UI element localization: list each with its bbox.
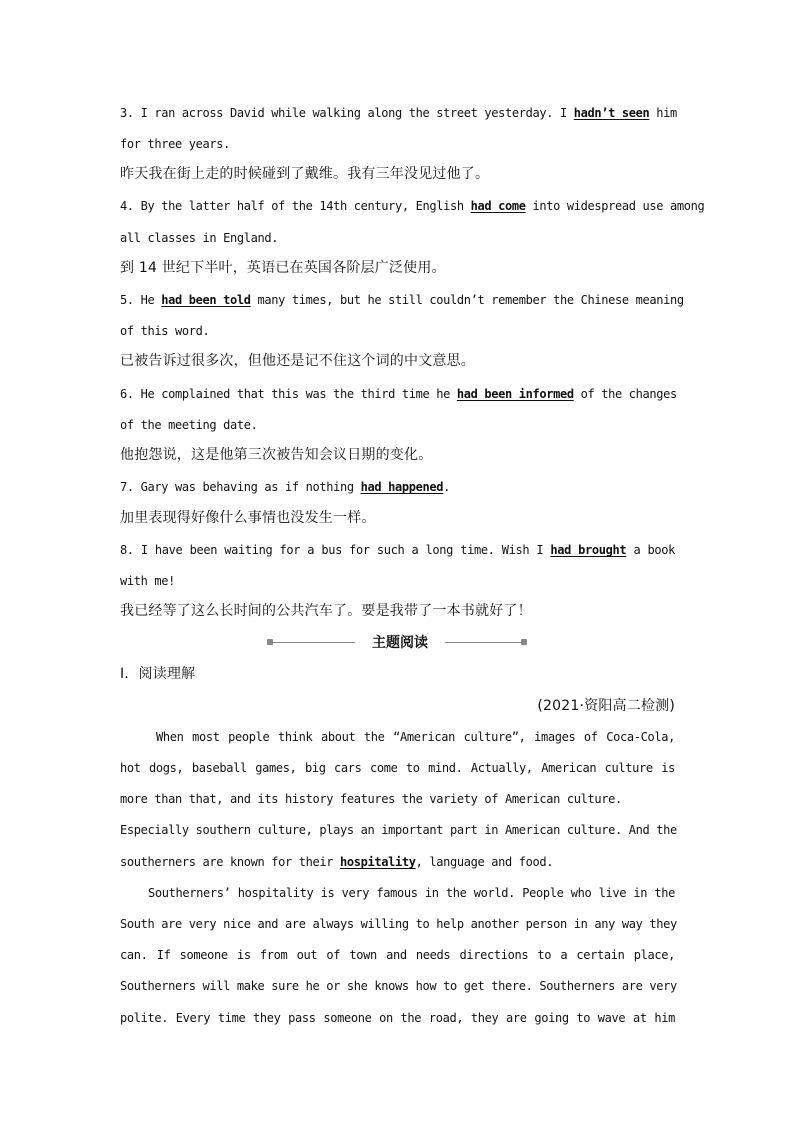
item-5-sentence-line2: of this word. — [120, 324, 210, 338]
item-3-sentence-line2: for three years. — [120, 137, 230, 151]
passage-line: more than that, and its history features the variety of American culture. — [120, 792, 622, 806]
item-7-translation: 加里表现得好像什么事情也没发生一样。 — [120, 510, 376, 526]
item-4-answer: had come — [470, 199, 526, 213]
item-8-translation: 我已经等了这么长时间的公共汽车了。要是我带了一本书就好了！ — [120, 603, 532, 619]
passage-line: Southerners will make sure he or she knows how to get there. Southerners are very — [120, 979, 677, 993]
item-7-sentence-line1: 7. Gary was behaving as if nothing had happened. — [120, 480, 450, 494]
item-5-sentence-line1: 5. He had been told many times, but he still couldn’t remember the Chinese meaning — [120, 293, 684, 307]
item-6-translation: 他抱怨说，这是他第三次被告知会议日期的变化。 — [120, 447, 433, 463]
hospitality-keyword: hospitality — [340, 855, 416, 869]
item-4-translation: 到 14 世纪下半叶，英语已在英国各阶层广泛使用。 — [120, 260, 446, 276]
passage-line: hot dogs, baseball games, big cars come to mind. Actually, American culture is — [120, 761, 675, 775]
section-title: 主题阅读 — [372, 635, 428, 651]
item-4-sentence-line1: 4. By the latter half of the 14th century, English had come into widespread use among — [120, 199, 705, 213]
source-label: (2021·资阳高二检测) — [537, 698, 675, 714]
divider-right-dot — [521, 639, 527, 645]
passage-line: Especially southern culture, plays an important part in American culture. And the — [120, 823, 677, 837]
passage-line: southerners are known for their hospitality, language and food. — [120, 855, 554, 869]
item-8-sentence-line1: 8. I have been waiting for a bus for such a long time. Wish I had brought a book — [120, 543, 675, 557]
item-5-answer: had been told — [161, 293, 251, 307]
passage-line: polite. Every time they pass someone on the road, they are going to wave at him — [120, 1011, 675, 1025]
item-8-answer: had brought — [550, 543, 627, 557]
section-title-divider — [0, 633, 794, 653]
item-7-answer: had happened — [360, 480, 444, 494]
item-5-translation: 已被告诉过很多次，但他还是记不住这个词的中文意思。 — [120, 353, 475, 369]
item-4-sentence-line2: all classes in England. — [120, 231, 279, 245]
part-heading: Ⅰ．阅读理解 — [120, 666, 196, 682]
item-8-sentence-line2: with me! — [120, 574, 175, 588]
divider-left-line — [273, 642, 355, 643]
item-6-answer: had been informed — [456, 387, 574, 401]
item-6-sentence-line1: 6. He complained that this was the third time he had been informed of the changes — [120, 387, 677, 401]
divider-right-line — [445, 642, 521, 643]
passage-line: When most people think about the “American culture”, images of Coca-Cola, — [156, 730, 675, 744]
item-3-translation: 昨天我在街上走的时候碰到了戴维。我有三年没见过他了。 — [120, 166, 490, 182]
item-6-sentence-line2: of the meeting date. — [120, 418, 258, 432]
passage-line: South are very nice and are always willing to help another person in any way they — [120, 917, 677, 931]
item-3-sentence-line1: 3. I ran across David while walking along the street yesterday. I hadn’t seen him — [120, 106, 677, 120]
item-3-answer: hadn’t seen — [573, 106, 650, 120]
passage-line: Southerners’ hospitality is very famous in the world. People who live in the — [148, 886, 675, 900]
passage-line: can. If someone is from out of town and needs directions to a certain place, — [120, 948, 675, 962]
